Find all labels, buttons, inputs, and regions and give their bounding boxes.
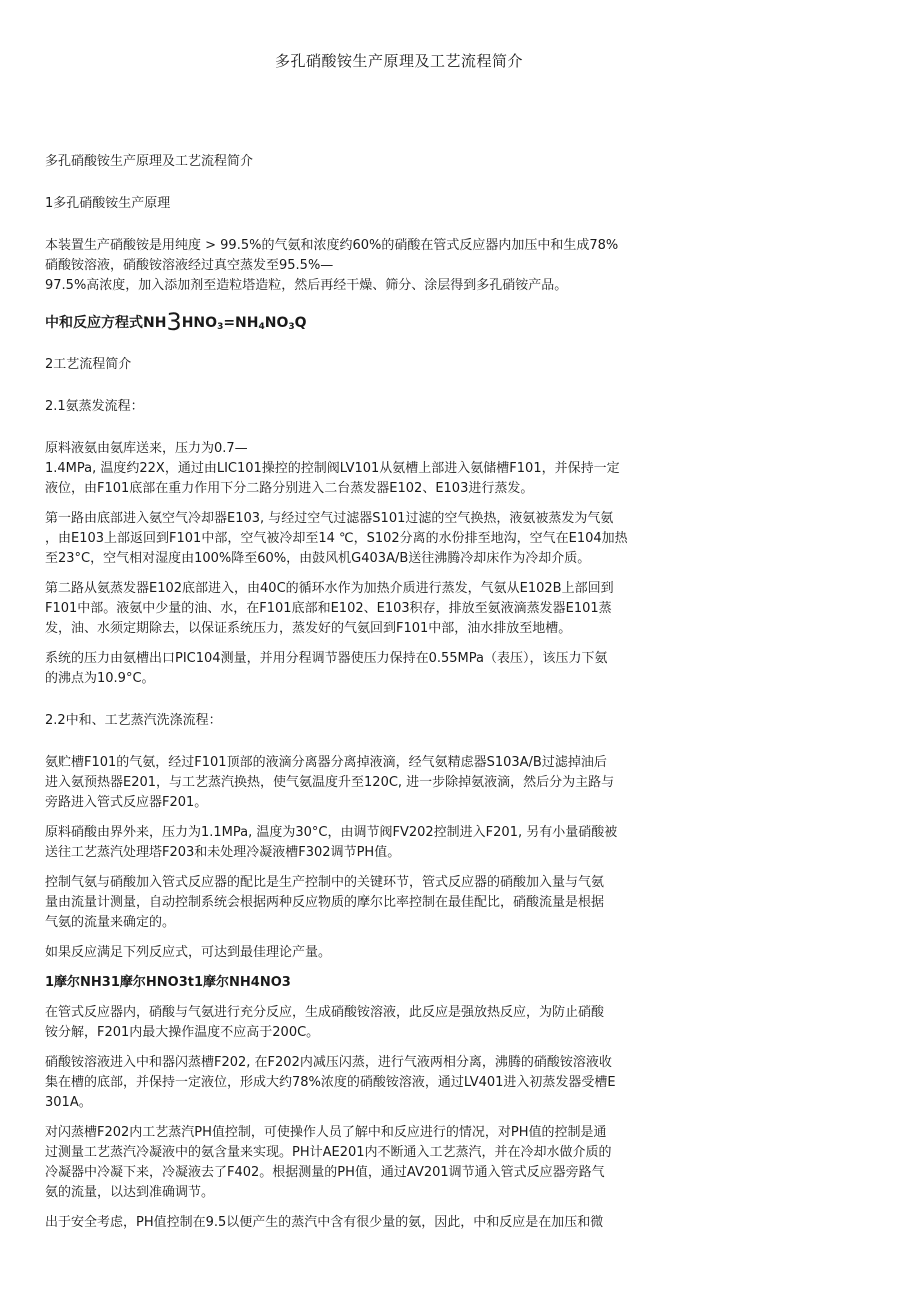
page-title: 多孔硝酸铵生产原理及工艺流程简介 bbox=[274, 52, 523, 70]
text-line: 冷凝器中冷凝下来，冷凝液去了F402。根据测量的PH值，通过AV201调节通入管式反应器旁路气 bbox=[45, 1165, 605, 1180]
paragraph-ammonia-tank bbox=[45, 753, 673, 813]
section-heading-2-1: 2.1氨蒸发流程： bbox=[45, 399, 144, 414]
equation-hno: HNO bbox=[181, 315, 218, 331]
paragraph-reaction bbox=[45, 1003, 673, 1043]
text-line: 本装置生产硝酸铵是用纯度 > 99.5%的气氨和浓度约60%的硝酸在管式反应器内加压中和生成78% bbox=[45, 238, 619, 253]
text-line: 集在槽的底部，并保持一定液位，形成大约78%浓度的硝酸铵溶液，通过LV401进入初蒸发器受槽E bbox=[45, 1075, 616, 1090]
text-line: 原料硝酸由界外来，压力为1.1MPa, 温度为30°C，由调节阀FV202控制进入F201, 另有小量硝酸被 bbox=[45, 825, 618, 840]
text-line: 氨的流量，以达到准确调节。 bbox=[45, 1185, 215, 1200]
text-line: 原料液氨由氨库送来，压力为0.7— bbox=[45, 441, 248, 456]
equation-no: NO bbox=[264, 315, 289, 331]
text-line: 97.5%高浓度，加入添加剂至造粒塔造粒，然后再经干燥、筛分、涂层得到多孔硝铵产品。 bbox=[45, 278, 568, 293]
document-subtitle: 多孔硝酸铵生产原理及工艺流程简介 bbox=[45, 154, 254, 169]
text-line: 1.4MPa, 温度约22X，通过由LIC101操控的控制阀LV101从氨槽上部进入氨储槽F101，并保持一定 bbox=[45, 461, 620, 476]
paragraph-ammonia-feed bbox=[45, 439, 673, 499]
equation-q: Q bbox=[294, 315, 307, 331]
document-body bbox=[45, 152, 673, 1233]
text-line: 氨贮槽F101的气氨，经过F101顶部的液滴分离器分离掉液滴，经气氨精虑器S103A/B过滤掉油后 bbox=[45, 755, 607, 770]
equation-coefficient: 3 bbox=[166, 308, 182, 336]
paragraph-optimal-yield: 如果反应满足下列反应式，可达到最佳理论产量。 bbox=[45, 945, 332, 960]
text-line: 气氨的流量来确定的。 bbox=[45, 915, 176, 930]
text-line: 量由流量计测量，自动控制系统会根据两种反应物质的摩尔比率控制在最佳配比，硝酸流量是根据 bbox=[45, 895, 605, 910]
text-line: 硝酸铵溶液进入中和器闪蒸槽F202, 在F202内减压闪蒸，进行气液两相分离，沸腾的硝酸铵溶液收 bbox=[45, 1055, 612, 1070]
text-line: 铵分解，F201内最大操作温度不应高于200C。 bbox=[45, 1025, 320, 1040]
text-line: 发，油、水须定期除去，以保证系统压力，蒸发好的气氨回到F101中部，油水排放至地槽。 bbox=[45, 621, 572, 636]
text-line: 出于安全考虑，PH值控制在9.5以便产生的蒸汽中含有很少量的氨，因此，中和反应是在加压和微 bbox=[45, 1215, 604, 1230]
text-line: 旁路进入管式反应器F201。 bbox=[45, 795, 208, 810]
equation-nh: =NH bbox=[223, 315, 259, 331]
paragraph-system-pressure bbox=[45, 649, 673, 689]
text-line: 进入氨预热器E201，与工艺蒸汽换热，使气氨温度升至120C, 进一步除掉氨液滴，然后分为主路与 bbox=[45, 775, 615, 790]
text-line: 控制气氨与硝酸加入管式反应器的配比是生产控制中的关键环节，管式反应器的硝酸加入量与气氨 bbox=[45, 875, 605, 890]
text-line: 301A。 bbox=[45, 1095, 92, 1110]
text-line: 送往工艺蒸汽处理塔F203和未处理冷凝液槽F302调节PH值。 bbox=[45, 845, 401, 860]
section-heading-2: 2工艺流程简介 bbox=[45, 357, 132, 372]
text-line: ，由E103上部返回到F101中部，空气被冷却至14 ℃，S102分离的水份排至地沟，空气在E104加热 bbox=[45, 531, 628, 546]
section-heading-2-2: 2.2中和、工艺蒸汽洗涤流程： bbox=[45, 713, 222, 728]
section-heading-1: 1多孔硝酸铵生产原理 bbox=[45, 196, 171, 211]
paragraph-second-route bbox=[45, 579, 673, 639]
reaction-equation bbox=[45, 308, 673, 336]
paragraph-nitric-acid bbox=[45, 823, 673, 863]
text-line: 系统的压力由氨槽出口PIC104测量，并用分程调节器使压力保持在0.55MPa（表压），该压力下氨 bbox=[45, 651, 608, 666]
text-line: 液位，由F101底部在重力作用下分二路分别进入二台蒸发器E102、E103进行蒸发。 bbox=[45, 481, 534, 496]
paragraph-safety bbox=[45, 1213, 673, 1233]
text-line: 过测量工艺蒸汽冷凝液中的氨含量来实现。PH计AE201内不断通入工艺蒸汽，并在冷却水做介质的 bbox=[45, 1145, 612, 1160]
paragraph-ratio-control bbox=[45, 873, 673, 933]
text-line: 硝酸铵溶液，硝酸铵溶液经过真空蒸发至95.5%— bbox=[45, 258, 334, 273]
paragraph-ph-control bbox=[45, 1123, 673, 1203]
paragraph-intro bbox=[45, 236, 673, 296]
equation-subscript: 3 bbox=[217, 322, 224, 332]
equation-label: 中和反应方程式NH bbox=[45, 315, 167, 331]
text-line: 在管式反应器内，硝酸与气氨进行充分反应，生成硝酸铵溶液，此反应是强放热反应，为防止硝酸 bbox=[45, 1005, 605, 1020]
equation-subscript: 3 bbox=[288, 322, 295, 332]
equation-subscript: 4 bbox=[258, 322, 265, 332]
text-line: 对闪蒸槽F202内工艺蒸汽PH值控制，可使操作人员了解中和反应进行的情况，对PH值的控制是通 bbox=[45, 1125, 607, 1140]
text-line: 第一路由底部进入氨空气冷却器E103, 与经过空气过滤器S101过滤的空气换热，液氨被蒸发为气氨 bbox=[45, 511, 614, 526]
paragraph-first-route bbox=[45, 509, 673, 569]
text-line: F101中部。液氨中少量的油、水，在F101底部和E102、E103积存，排放至氨液滴蒸发器E101蒸 bbox=[45, 601, 612, 616]
text-line: 第二路从氨蒸发器E102底部进入，由40C的循环水作为加热介质进行蒸发，气氨从E102B上部回到 bbox=[45, 581, 614, 596]
paragraph-flash-tank bbox=[45, 1053, 673, 1113]
mole-equation: 1摩尔NH31摩尔HNO3t1摩尔NH4NO3 bbox=[45, 975, 291, 990]
text-line: 的沸点为10.9°C。 bbox=[45, 671, 155, 686]
text-line: 至23°C，空气相对湿度由100%降至60%，由鼓风机G403A/B送往沸腾冷却床作为冷却介质。 bbox=[45, 551, 591, 566]
